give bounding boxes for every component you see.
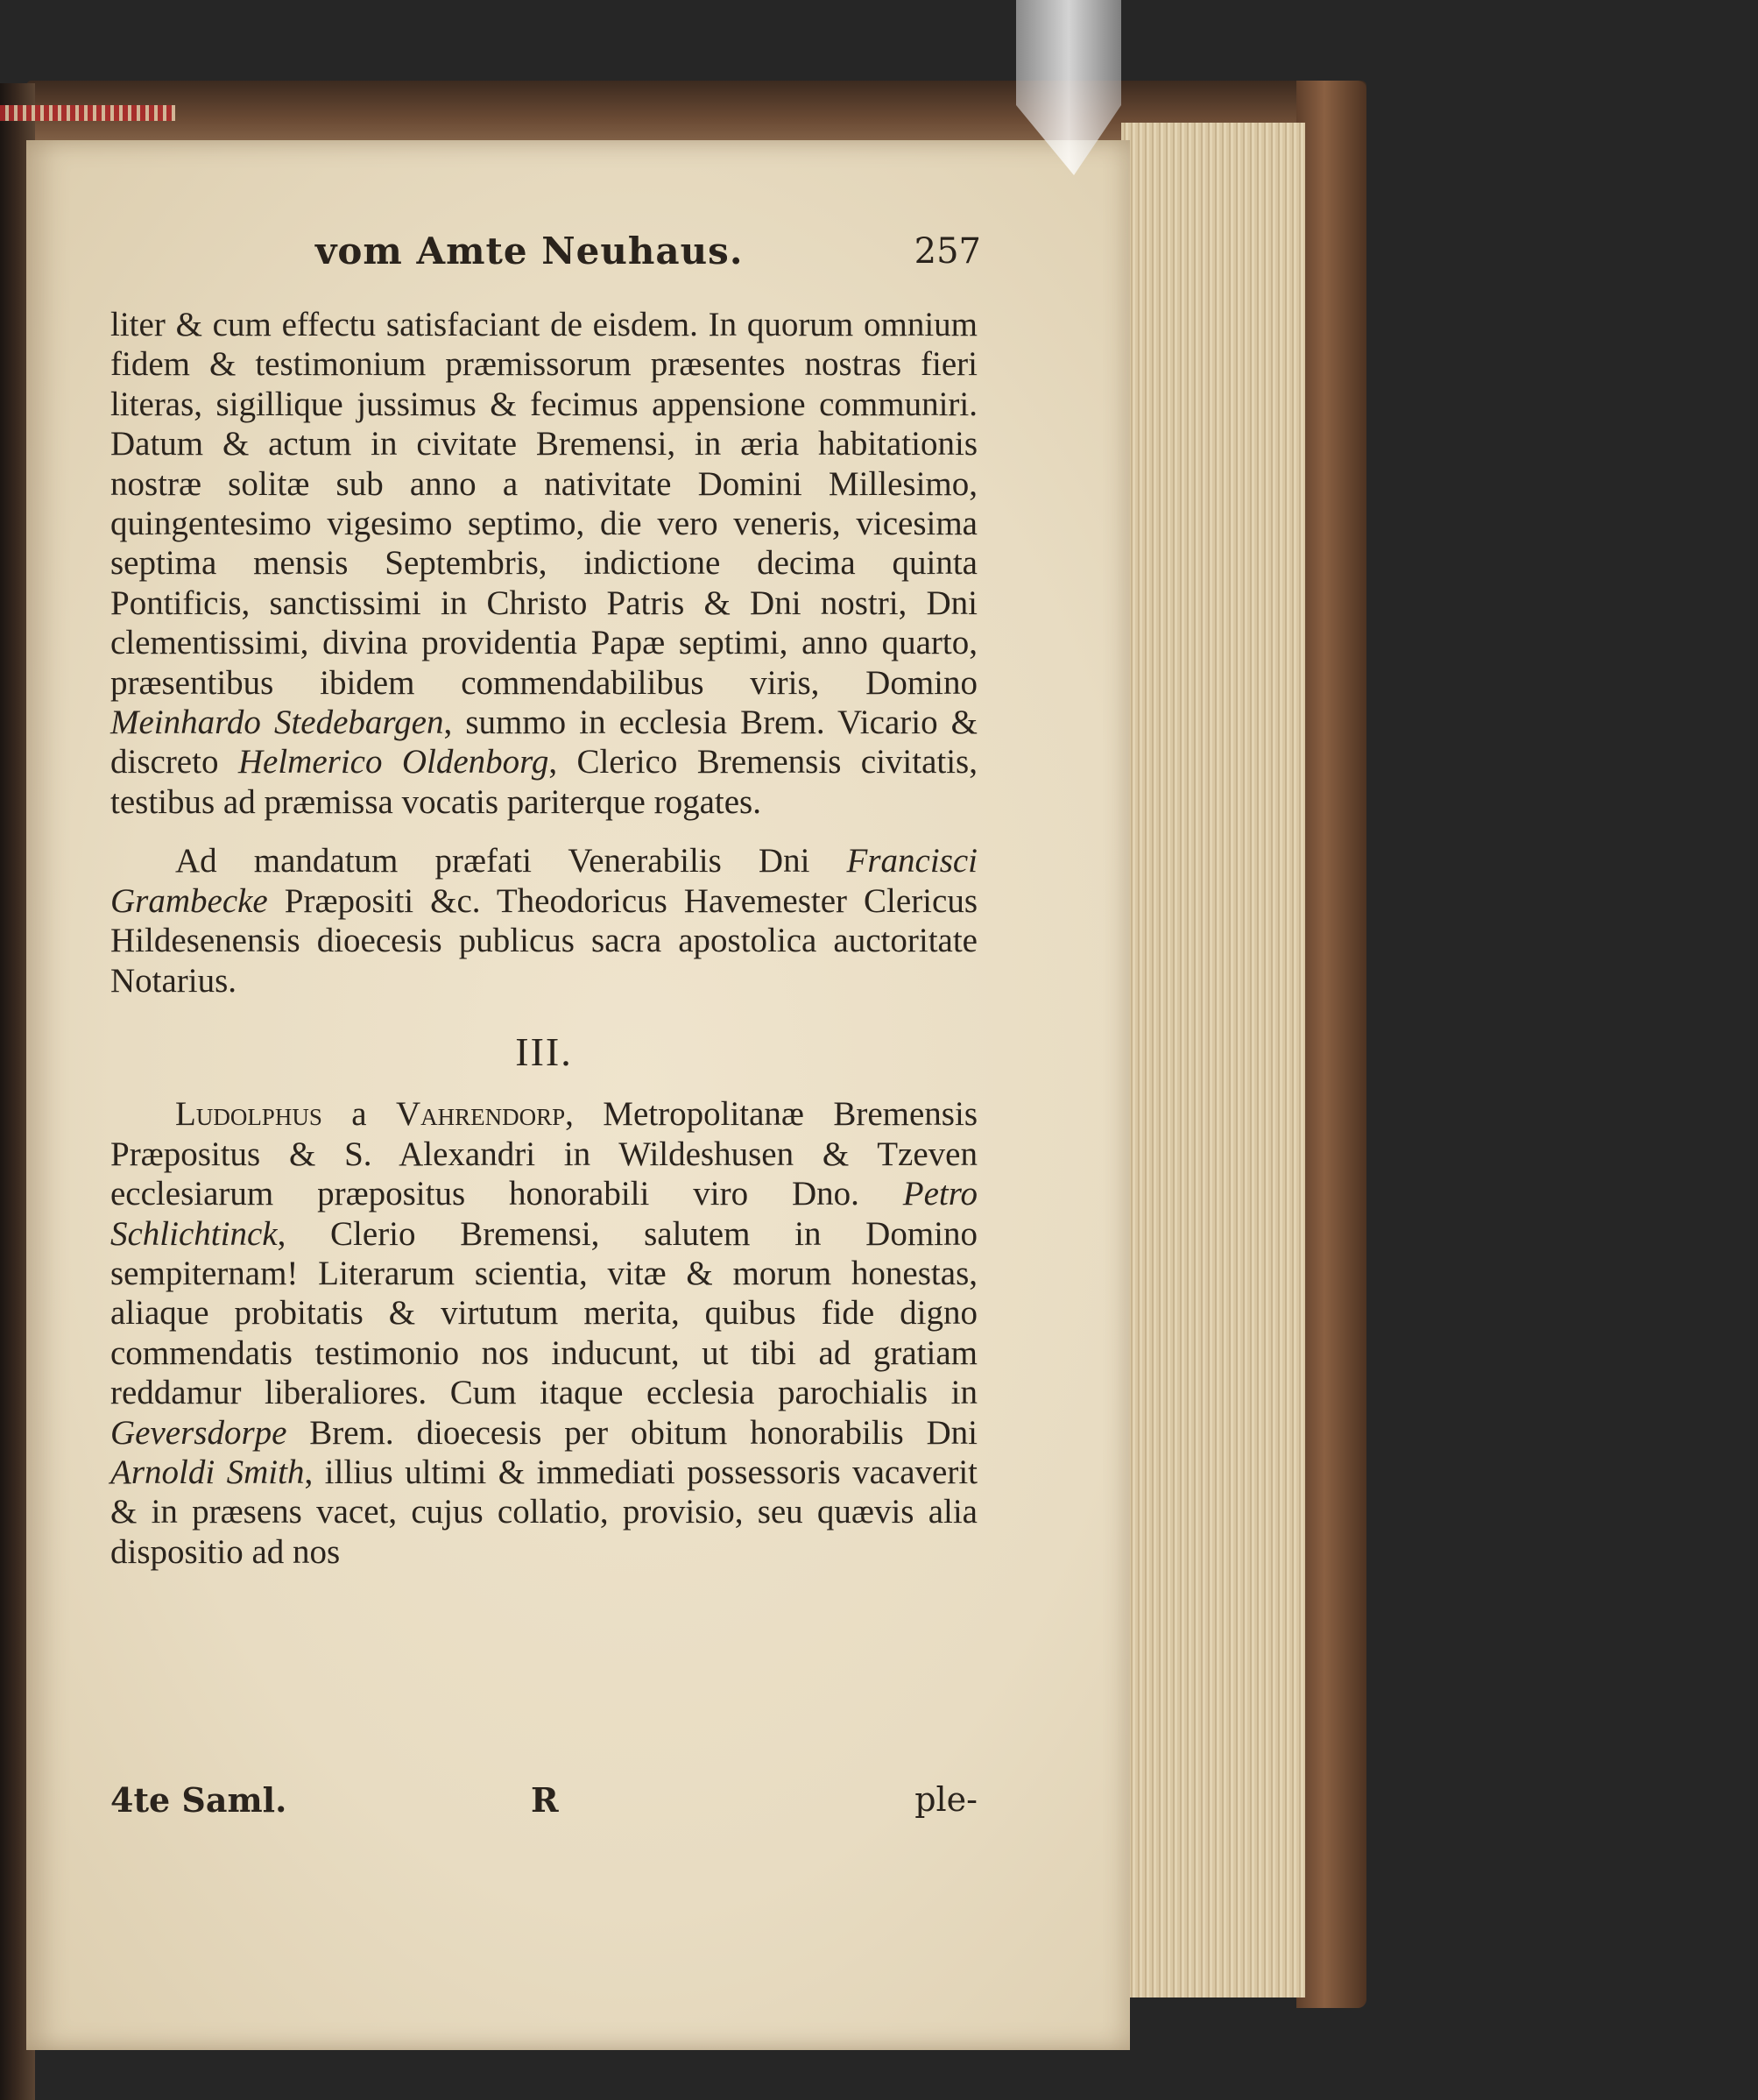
place-name: Geversdorpe — [110, 1413, 287, 1452]
book-cover-right — [1296, 81, 1366, 2008]
person-name: Petro Schlichtinck — [110, 1175, 978, 1253]
page-fore-edge — [1121, 123, 1305, 1997]
paragraph-2: Ad mandatum præfati Venerabilis Dni Francisci Grambecke Præpositi &c. Theodoricus Havemester Clericus Hildesenensis dioecesis publicus sacra apostolica auctoritate Notarius. — [110, 842, 978, 1000]
person-name: Meinhardo Stedebargen — [110, 704, 444, 742]
running-head: vom Amte Neuhaus. — [315, 230, 744, 272]
person-name: Vahrendorp — [395, 1095, 566, 1134]
page-number: 257 — [914, 231, 981, 272]
page-footer — [110, 1780, 978, 1824]
person-name: Arnoldi Smith — [110, 1453, 305, 1491]
body-text — [110, 305, 978, 1572]
signature-mark: 4te Saml. — [110, 1780, 287, 1820]
page-header — [315, 230, 981, 282]
section-number: III. — [515, 1029, 573, 1074]
sheet-mark: R — [531, 1780, 559, 1820]
headband — [0, 105, 175, 121]
person-name: Francisci Grambecke — [110, 842, 978, 920]
person-name: Ludolphus — [175, 1095, 322, 1134]
person-name: Helmerico Oldenborg — [237, 743, 549, 781]
paragraph-1: liter & cum effectu satisfaciant de eisdem. In quorum omnium fidem & testimonium præmissorum præsentes nostras fieri literas, sigillique jussimus & fecimus appensione communiri. Datum & actum in civitate Bremensi, in æria habitationis nostræ solitæ sub anno a nativitate Domini Millesimo, quingentesimo vigesimo septimo, die vero veneris, vicesima septima mensis Septembris, indictione decima quinta Pontificis, sanctissimi in Christo Patris & Dni nostri, Dni clementissimi, divina providentia Papæ septimi, anno quarto, præsentibus ibidem commendabilibus viris, Domino Meinhardo Stedebargen, summo in ecclesia Brem. Vicario & discreto Helmerico Oldenborg, Clerico Bremensis civitatis, testibus ad præmissa vocatis pariterque rogates. — [110, 306, 978, 821]
catchword: ple- — [914, 1780, 978, 1819]
paragraph-3: Ludolphus a Vahrendorp, Metropolitanæ Bremensis Præpositus & S. Alexandri in Wildeshusen & Tzeven ecclesiarum præpositus honorabili viro Dno. Petro Schlichtinck, Clerio Bremensi, salutem in Domino sempiternam! Literarum scientia, vitæ & morum honestas, aliaque probitatis & virtutum merita, quibus fide digno commendatis testimonio nos inducunt, ut tibi ad gratiam reddamur liberaliores. Cum itaque ecclesia parochialis in Geversdorpe Brem. dioecesis per obitum honorabilis Dni Arnoldi Smith, illius ultimi & immediati possessoris vacaverit & in præsens vacet, cujus collatio, provisio, seu quævis alia dispositio ad nos — [110, 1095, 978, 1571]
